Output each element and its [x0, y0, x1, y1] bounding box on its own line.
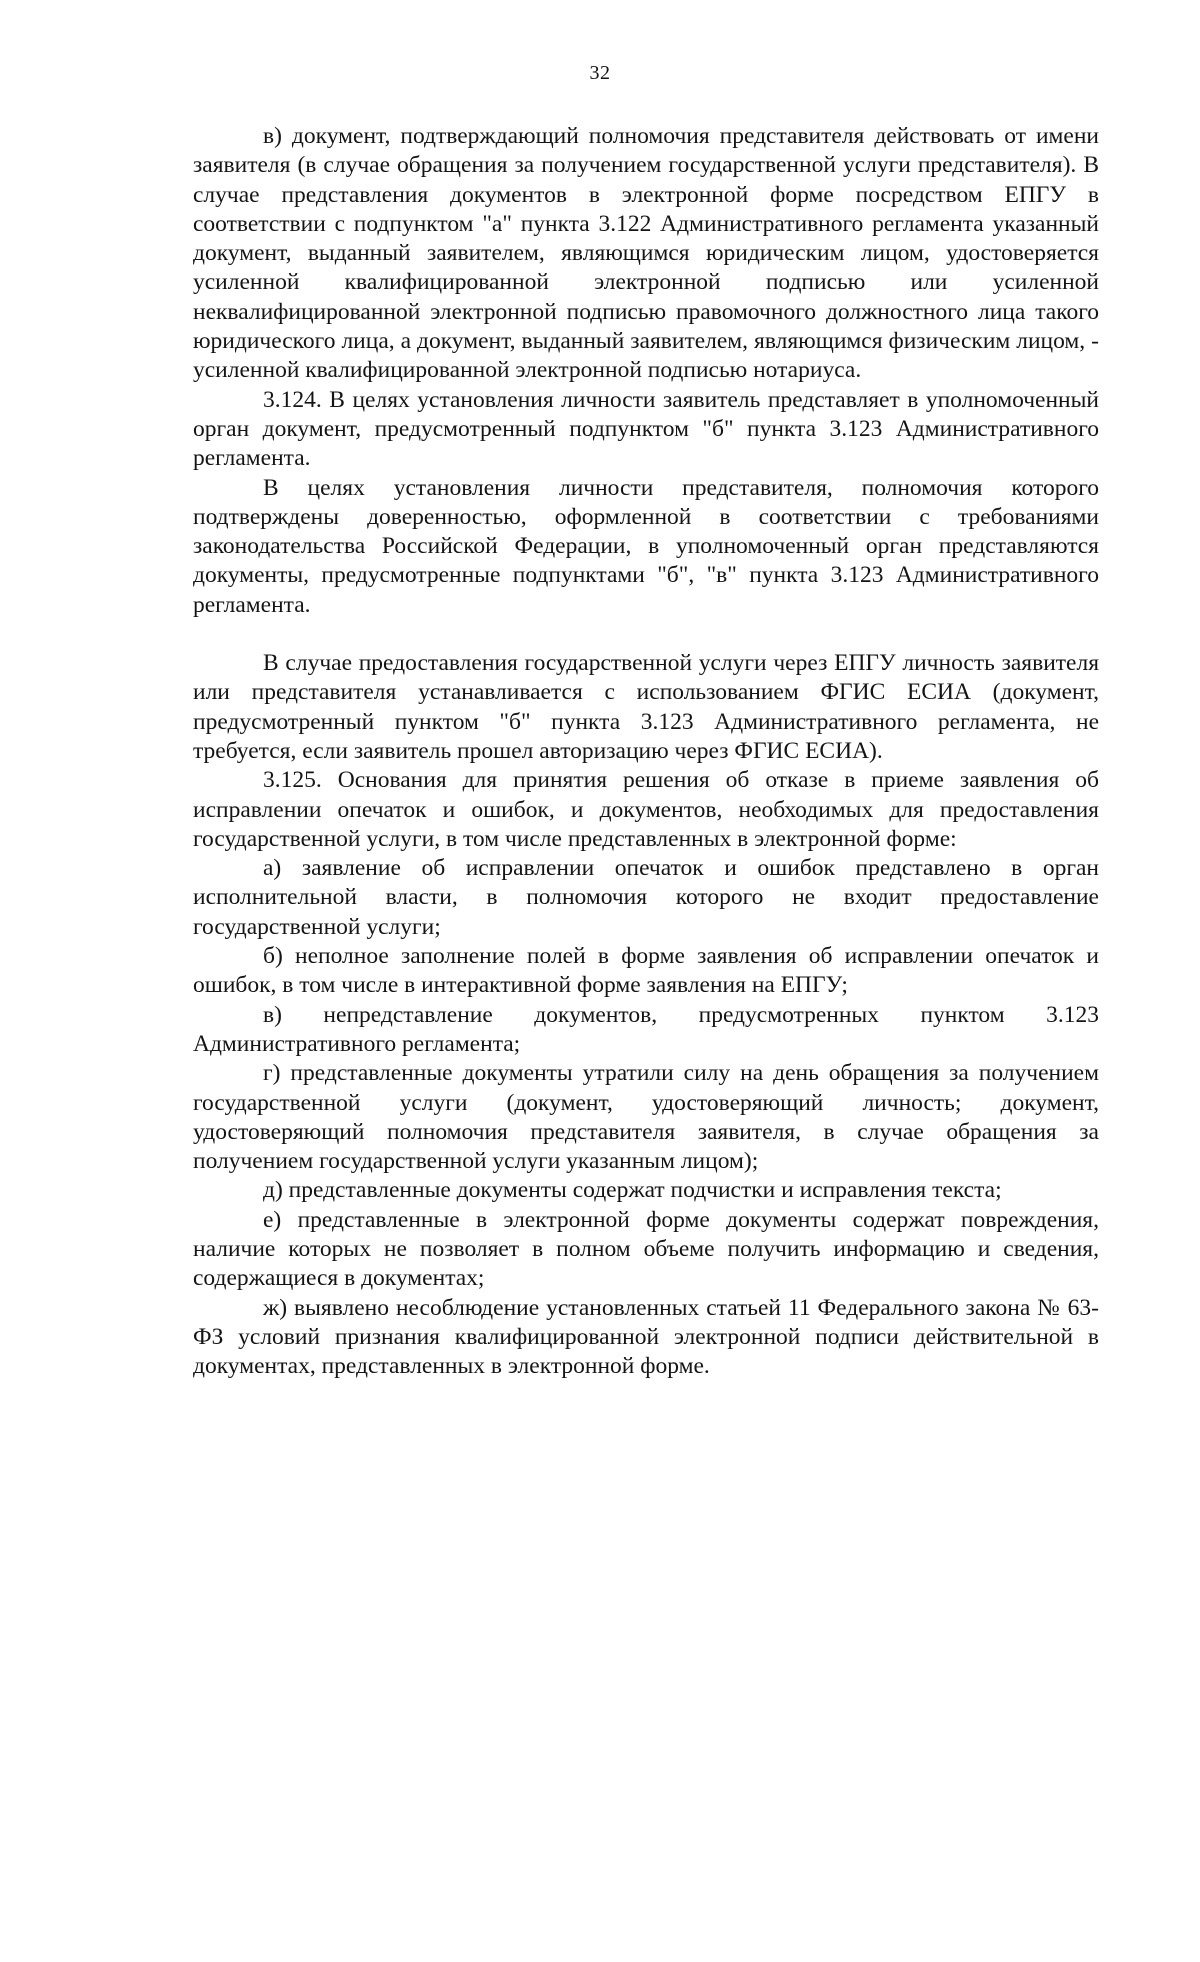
- document-body: [193, 122, 1099, 1381]
- paragraph-3-125: 3.125. Основания для принятия решения об отказе в приеме заявления об исправлении опечаток и ошибок, и документов, необходимых для предоставления государственной услуги, в том числе представленных в электронной форме:: [193, 767, 1099, 852]
- paragraph-epgu-identity: В случае предоставления государственной услуги через ЕПГУ личность заявителя или представителя устанавливается с использованием ФГИС ЕСИА (документ, предусмотренный пунктом "б" пункта 3.123 Административного регламента, не требуется, если заявитель прошел авторизацию через ФГИС ЕСИА).: [193, 650, 1099, 764]
- list-item-b: б) неполное заполнение полей в форме заявления об исправлении опечаток и ошибок, в том числе в интерактивной форме заявления на ЕПГУ;: [193, 943, 1099, 999]
- list-item-d: д) представленные документы содержат подчистки и исправления текста;: [263, 1177, 1002, 1204]
- list-item-v: в) непредставление документов, предусмотренных пунктом 3.123 Административного регламента;: [193, 1001, 1099, 1057]
- page-number: 32: [589, 62, 611, 84]
- list-item-g: г) представленные документы утратили силу на день обращения за получением государственной услуги (документ, удостоверяющий личность; документ, удостоверяющий полномочия представителя заявителя, в случае обращения за получением государственной услуги указанным лицом);: [193, 1060, 1099, 1175]
- paragraph-representative-document: в) документ, подтверждающий полномочия представителя действовать от имени заявителя (в случае обращения за получением государственной услуги представителя). В случае представления документов в электронной форме посредством ЕПГУ в соответствии с подпунктом "а" пункта 3.122 Административного регламента указанный документ, выданный заявителем, являющимся юридическим лицом, удостоверяется усиленной квалифицированной электронной подписью или усиленной неквалифицированной электронной подписью правомочного должностного лица такого юридического лица, а документ, выданный заявителем, являющимся физическим лицом, - усиленной квалифицированной электронной подписью нотариуса.: [193, 123, 1099, 384]
- list-item-zh: ж) выявлено несоблюдение установленных статьей 11 Федерального закона № 63-ФЗ условий признания квалифицированной электронной подписи действительной в документах, представленных в электронной форме.: [193, 1294, 1099, 1380]
- paragraph-representative-identity: В целях установления личности представителя, полномочия которого подтверждены доверенностью, оформленной в соответствии с требованиями законодательства Российской Федерации, в уполномоченный орган представляются документы, предусмотренные подпунктами "б", "в" пункта 3.123 Административного регламента.: [193, 474, 1099, 618]
- paragraph-3-124: 3.124. В целях установления личности заявитель представляет в уполномоченный орган документ, предусмотренный подпунктом "б" пункта 3.123 Административного регламента.: [193, 386, 1099, 472]
- list-item-e: е) представленные в электронной форме документы содержат повреждения, наличие которых не позволяет в полном объеме получить информацию и сведения, содержащиеся в документах;: [193, 1206, 1099, 1292]
- list-item-a: а) заявление об исправлении опечаток и ошибок представлено в орган исполнительной власти, в полномочия которого не входит предоставление государственной услуги;: [193, 855, 1099, 940]
